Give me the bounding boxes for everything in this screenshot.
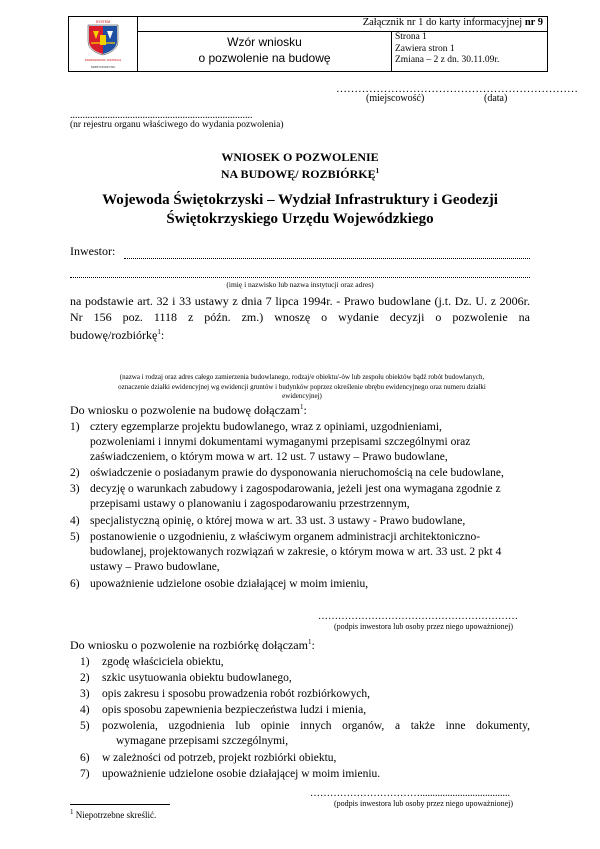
revision: Zmiana – 2 z dn. 30.11.09r. [395,55,500,65]
item-line: cztery egzemplarze projektu budowlanego, wraz z opiniami, uzgodnieniami, [90,421,442,433]
annex-number: nr 9 [524,17,543,28]
footnote-separator [70,804,170,805]
signature1-dots: …………………………………………………… [318,611,518,622]
demolition-heading-footnote-mark: 1 [307,638,312,646]
investor-line-1[interactable] [124,258,530,259]
signature1-label: (podpis inwestora lub osoby przez niego upoważnionej) [334,622,514,631]
item-line: przepisami ustawy o planowaniu i zagospodarowaniu przestrzennym, [90,498,410,510]
item-number: 2) [70,467,80,479]
item-line: pozwolenia, uzgodnienia lub opinie innych organów, a także inne dokumenty, [102,720,530,732]
place-date-dots: ………………………………………………………… [336,83,578,95]
signature2-label: (podpis inwestora lub osoby przez niego upoważnionej) [334,799,514,808]
form-title-cell [138,31,392,72]
basis-line2: Nr 156 poz. 1118 z późn. zm.) wnoszę o wydanie decyzji o pozwolenie na [70,309,530,324]
item-number: 1) [80,656,90,668]
item-number: 1) [70,421,80,433]
building-heading-text: Do wniosku o pozwolenie na budowę dołączam [70,403,300,417]
basis-line1: na podstawie art. 32 i 33 ustawy z dnia 7 lipca 1994r. - Prawo budowlane (j.t. Dz. U. z 2006r. [70,294,530,308]
annex-cell [138,17,547,31]
item-number: 6) [80,752,90,764]
item-number: 5) [70,531,80,543]
item-number: 3) [80,688,90,700]
authority-line1: Wojewoda Świętokrzyski – Wydział Infrastruktury i Geodezji [102,192,498,208]
footnote [70,808,156,820]
item-line: w zależności od potrzeb, projekt rozbiórki obiektu, [102,752,337,764]
authority [0,191,600,229]
item-number: 2) [80,672,90,684]
registry-dots: ......................................................................... [70,110,253,121]
logo-cell [69,17,138,71]
investor-label: Inwestor: [70,244,116,258]
item-number: 4) [80,704,90,716]
item-text [102,671,530,686]
object-caption-line2: oznaczenie działki ewidencyjnej wg ewidencji gruntów i budynków poprzez określenie obrębu ewidencyjnego oraz numeru działki [118,382,486,391]
item-text [90,577,530,592]
logo-mid-text: ZARZĄDZANIA JAKOŚCIĄ [84,58,122,62]
building-heading-colon: : [303,403,307,417]
page-info [395,32,499,67]
item-text [90,482,530,512]
item-line: opis zakresu i sposobu prowadzenia robót rozbiórkowych, [102,688,370,700]
basis-line3: budowę/rozbiórkę [70,328,158,342]
item-line: budowlanej, projektowanych rozwiązań w zakresie, o którym mowa w art. 33 ust. 2 pkt 4 [90,546,502,558]
footnote-mark: 1 [70,808,74,816]
page-count: Zawiera stron 1 [395,43,455,54]
item-line: postanowienie o uzgodnieniu, z właściwym organem administracji architektoniczno- [90,531,481,543]
annex-text: Załącznik nr 1 do karty informacyjnej [362,17,523,28]
item-line: decyzję o warunkach zabudowy i zagospodarowania, jeżeli jest ona wymagana zgodnie z [90,483,501,495]
authority-line2: Świętokrzyskiego Urzędu Wojewódzkiego [166,211,434,227]
item-text [102,767,530,782]
page-info-cell [392,31,547,72]
item-text [90,420,530,465]
demolition-attachments-heading [70,638,315,653]
demolition-heading-colon: : [311,638,315,652]
item-line: upoważnienie udzielone osobie działającej w moim imieniu. [102,768,381,780]
date-label: (data) [484,93,508,104]
document-title [0,150,600,181]
header-table [68,16,548,72]
item-line: pozwoleniami i innymi dokumentami wymaganymi przepisami szczególnymi oraz [90,436,471,448]
item-text [102,703,530,718]
logo-top-text: SYSTEM [95,20,111,24]
item-number: 7) [80,768,90,780]
object-caption-line3: ewidencyjnej) [282,392,322,400]
title-footnote-mark: 1 [375,167,380,175]
investor-line-2[interactable] [70,277,530,278]
footnote-text: Niepotrzebne skreślić. [75,810,157,820]
form-title-line2: o pozwolenie na budowę [198,51,331,65]
item-line: opis sposobu zapewnienia bezpieczeństwa ludzi i mienia, [102,704,367,716]
place-label: (miejscowość) [366,93,425,104]
item-line: zaświadczeniem, o którym mowa w art. 12 ust. 7 ustawy – Prawo budowlane, [90,451,448,463]
item-line: specjalistyczną opinię, o której mowa w art. 33 ust. 3 ustawy - Prawo budowlane, [90,515,466,527]
item-line: ustawy – Prawo budowlane, [90,561,220,573]
item-number: 3) [70,483,80,495]
investor-caption: (imię i nazwisko lub nazwa instytucji oraz adres) [226,280,374,289]
item-text [90,514,530,529]
title-line2: NA BUDOWĘ/ ROZBIÓRKĘ [220,167,376,181]
legal-basis [70,294,530,344]
title-line1: WNIOSEK O POZWOLENIE [221,150,379,164]
building-heading-footnote-mark: 1 [299,403,304,411]
object-caption-line1: (nazwa i rodzaj oraz adres całego zamierzenia budowlanego, rodzaj/e obiektu/-ów lub zespołu obiektów bądź robót budowlanych, [119,373,485,381]
page-number: Strona 1 [395,32,427,42]
item-text [90,530,530,575]
basis-footnote-mark: 1 [157,328,161,336]
item-text [102,687,530,702]
logo-bottom-text: ŚWIĘTOKRZYSKI [90,65,116,69]
item-line: szkic usytuowania obiektu budowlanego, [102,672,292,684]
item-line: oświadczenie o posiadanym prawie do dysponowania nieruchomością na cele budowlane, [90,467,504,479]
quality-system-logo [69,17,137,71]
item-line: zgodę właściciela obiektu, [102,656,224,668]
item-text [90,466,530,481]
item-number: 5) [80,720,90,732]
annex-label [363,17,543,28]
item-text [102,655,530,670]
demolition-heading-text: Do wniosku o pozwolenie na rozbiórkę dołączam [70,638,308,652]
signature2-dots: …………………………….................................... [310,788,510,799]
basis-colon: : [160,328,165,342]
item-number: 4) [70,515,80,527]
item-text [102,751,530,766]
object-caption [74,373,530,402]
form-title [138,34,391,66]
item-text [102,719,530,749]
item-number: 6) [70,578,80,590]
form-title-line1: Wzór wniosku [227,35,302,49]
building-attachments-heading [70,403,307,418]
registry-label: (nr rejestru organu właściwego do wydania pozwolenia) [70,120,284,130]
item-line: upoważnienie udzielone osobie działającej w moim imieniu, [90,578,369,590]
item-line: wymagane przepisami szczególnymi, [116,735,289,747]
